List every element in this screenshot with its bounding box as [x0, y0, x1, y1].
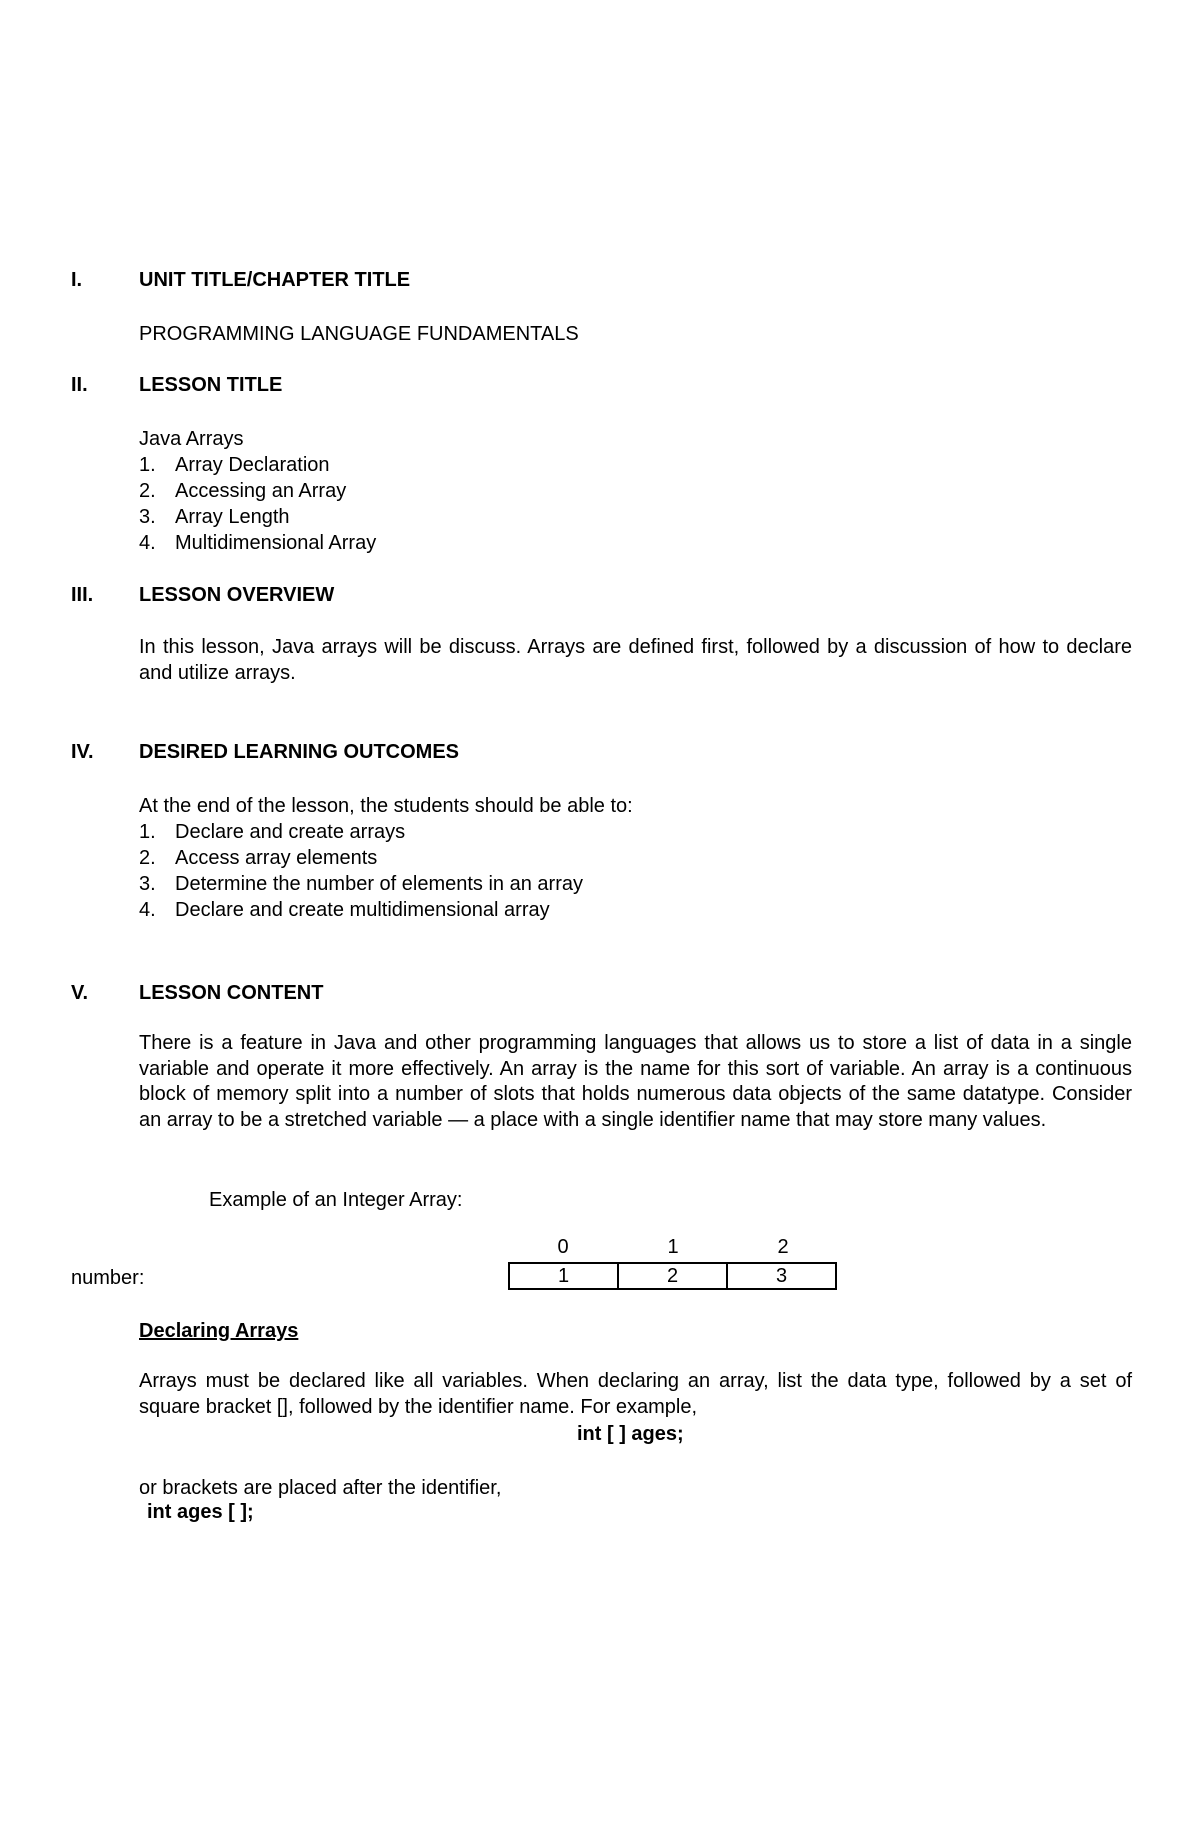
list-item-number: 1. [139, 454, 156, 476]
list-item-number: 2. [139, 847, 156, 869]
section-4-title: DESIRED LEARNING OUTCOMES [139, 741, 460, 763]
list-item-number: 4. [139, 899, 156, 921]
section-4-number: IV. [71, 741, 94, 763]
list-item-text: Multidimensional Array [175, 532, 377, 554]
overview-paragraph: In this lesson, Java arrays will be discuss. Arrays are defined first, followed by a discussion of how to declare and utilize arrays. [139, 636, 1132, 684]
table-row [509, 1263, 836, 1289]
array-cell: 1 [509, 1263, 618, 1289]
list-item-number: 1. [139, 821, 156, 843]
outcomes-intro: At the end of the lesson, the students should be able to: [139, 795, 633, 817]
unit-title-content: PROGRAMMING LANGUAGE FUNDAMENTALS [139, 323, 579, 345]
declaring-arrays-paragraph: Arrays must be declared like all variables. When declaring an array, list the data type, followed by a set of square bracket [], followed by the identifier name. For example, [139, 1370, 1132, 1418]
section-5-title: LESSON CONTENT [139, 982, 324, 1004]
list-item-text: Accessing an Array [175, 480, 347, 502]
array-index: 2 [777, 1236, 789, 1258]
code-example-2: int ages [ ]; [147, 1501, 254, 1523]
list-item [139, 897, 583, 923]
section-2-title: LESSON TITLE [139, 374, 283, 396]
list-item [139, 504, 376, 530]
outcomes-list [139, 819, 583, 923]
alternate-syntax-text: or brackets are placed after the identifier, [139, 1477, 502, 1499]
array-index-row [508, 1236, 838, 1259]
section-1-number: I. [71, 269, 83, 291]
code-example-1: int [ ] ages; [577, 1423, 684, 1445]
lesson-topics-list [139, 452, 376, 556]
list-item-number: 2. [139, 480, 156, 502]
section-1-title: UNIT TITLE/CHAPTER TITLE [139, 269, 411, 291]
list-item-text: Declare and create arrays [175, 821, 406, 843]
list-item [139, 871, 583, 897]
list-item-text: Array Declaration [175, 454, 330, 476]
example-label: Example of an Integer Array: [209, 1189, 463, 1211]
list-item-text: Access array elements [175, 847, 378, 869]
list-item-text: Array Length [175, 506, 290, 528]
list-item-text: Determine the number of elements in an array [175, 873, 583, 895]
list-item-text: Declare and create multidimensional array [175, 899, 550, 921]
lesson-content-paragraph: There is a feature in Java and other programming languages that allows us to store a list of data in a single variable and operate it more effectively. An array is the name for this sort of variable. An array is a continuous block of memory split into a number of slots that holds numerous data objects of the same datatype. Consider an array to be a stretched variable — a place with a single identifier name that may store many values. [139, 1032, 1132, 1131]
lesson-title-subtitle: Java Arrays [139, 428, 244, 450]
list-item [139, 478, 376, 504]
list-item [139, 819, 583, 845]
section-2-number: II. [71, 374, 88, 396]
section-3-title: LESSON OVERVIEW [139, 584, 335, 606]
list-item-number: 3. [139, 506, 156, 528]
list-item [139, 845, 583, 871]
section-3-number: III. [71, 584, 94, 606]
array-index: 1 [667, 1236, 679, 1258]
integer-array-table [508, 1262, 837, 1290]
declaring-arrays-heading: Declaring Arrays [139, 1320, 299, 1342]
array-index: 0 [557, 1236, 569, 1258]
array-name-label: number: [71, 1267, 145, 1289]
list-item-number: 4. [139, 532, 156, 554]
array-cell: 2 [618, 1263, 727, 1289]
list-item [139, 452, 376, 478]
list-item [139, 530, 376, 556]
list-item-number: 3. [139, 873, 156, 895]
section-5-number: V. [71, 982, 89, 1004]
array-cell: 3 [727, 1263, 836, 1289]
